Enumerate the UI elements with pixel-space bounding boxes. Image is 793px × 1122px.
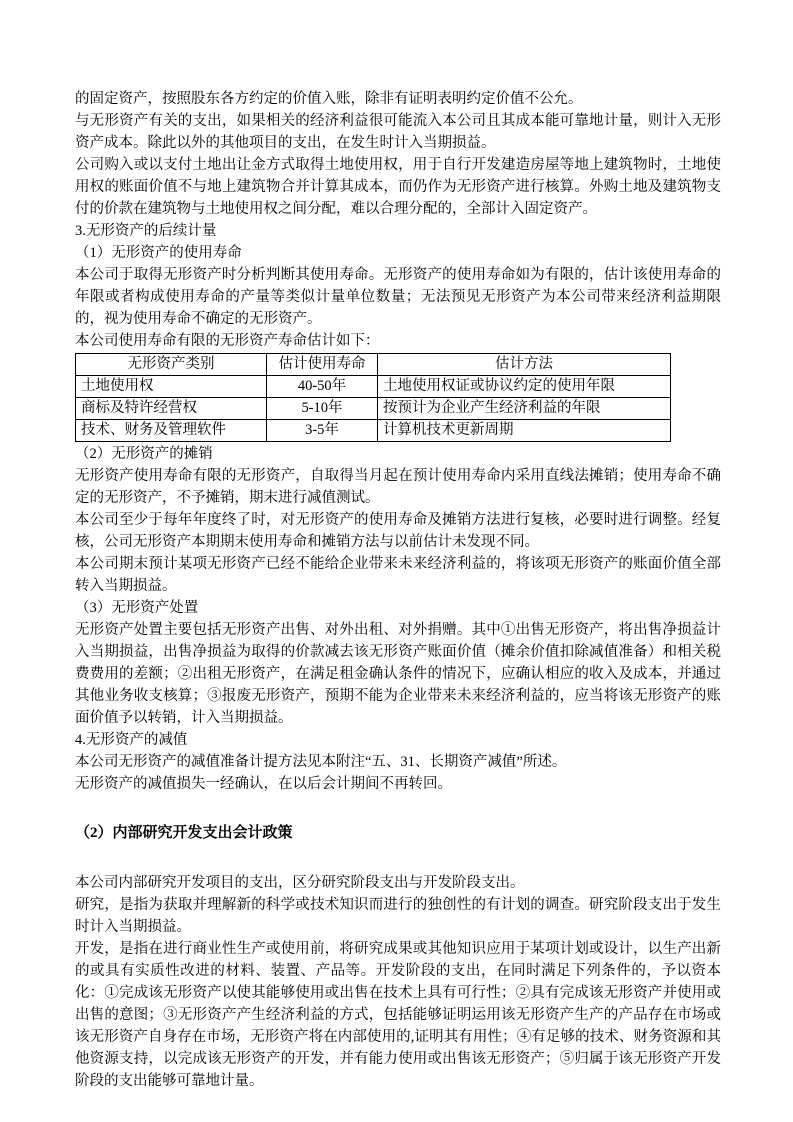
paragraph-writeoff-to-pl: 本公司期末预计某项无形资产已经不能给企业带来未来经济利益的，将该项无形资产的账面价值全部转入当期损益。 (75, 556, 721, 594)
paragraph-development-definition: 开发，是指在进行商业性生产或使用前，将研究成果或其他知识应用于某项计划或设计，以生产出新的或具有实质性改进的材料、装置、产品等。开发阶段的支出，在同时满足下列条件的，予以资本化：①完成该无形资产以使其能够使用或出售在技术上具有可行性；②具有完成该无形资产并使用或出售的意图；③无形资产产生经济利益的方式，包括能够证明运用该无形资产生产的产品存在市场或该无形资产自身存在市场，无形资产将在内部使用的,证明其有用性；④有足够的技术、财务资源和其他资源支持，以完成该无形资产的开发，并有能力使用或出售该无形资产；⑤归属于该无形资产开发阶段的支出能够可靠地计量。 (75, 941, 721, 1089)
section-3-1-title: （1）无形资产的使用寿命 (75, 245, 242, 261)
column-header-useful-life: 估计使用寿命 (267, 354, 378, 376)
table-row-land-use-right (76, 376, 671, 398)
table-cell-useful-life: 3-5年 (267, 420, 378, 442)
rd-policy-heading: （2）内部研究开发支出会计政策 (75, 825, 293, 841)
section-3-2-title: （2）无形资产的摊销 (75, 446, 213, 462)
paragraph-amortization-method: 无形资产使用寿命有限的无形资产，自取得当月起在预计使用寿命内采用直线法摊销；使用寿命不确定的无形资产，不予摊销，期末进行减值测试。 (75, 468, 721, 506)
useful-life-table (75, 353, 671, 442)
paragraph-useful-life-intro: 本公司使用寿命有限的无形资产寿命估计如下： (75, 333, 380, 349)
table-header-row (76, 354, 671, 376)
section-4-title: 4.无形资产的减值 (75, 732, 188, 748)
paragraph-research-definition: 研究，是指为获取并理解新的科学或技术知识而进行的独创性的有计划的调查。研究阶段支出于发生时计入当期损益。 (75, 897, 721, 935)
paragraph-fixed-asset-valuation: 的固定资产，按照股东各方约定的价值入账，除非有证明表明约定价值不公允。 (75, 91, 583, 107)
table-cell-method: 按预计为企业产生经济利益的年限 (378, 398, 671, 420)
section-3-3-title: （3）无形资产处置 (75, 600, 199, 616)
table-cell-useful-life: 5-10年 (267, 398, 378, 420)
paragraph-useful-life-judgement: 本公司于取得无形资产时分析判断其使用寿命。无形资产的使用寿命如为有限的，估计该使用寿命的年限或者构成使用寿命的产量等类似计量单位数量；无法预见无形资产为本公司带来经济利益期限的，视为使用寿命不确定的无形资产。 (75, 267, 721, 327)
table-row-software (76, 420, 671, 442)
table-cell-asset-class: 技术、财务及管理软件 (76, 420, 267, 442)
table-cell-useful-life: 40-50年 (267, 376, 378, 398)
paragraph-impairment-no-reversal: 无形资产的减值损失一经确认，在以后会计期间不再转回。 (75, 776, 452, 792)
column-header-asset-class: 无形资产类别 (76, 354, 267, 376)
paragraph-impairment-reference: 本公司无形资产的减值准备计提方法见本附注“五、31、长期资产减值”所述。 (75, 754, 567, 770)
paragraph-disposal: 无形资产处置主要包括无形资产出售、对外出租、对外捐赠。其中①出售无形资产，将出售净损益计入当期损益，出售净损益为取得的价款减去该无形资产账面价值（摊余价值扣除减值准备）和相关税费费用的差额；②出租无形资产，在满足租金确认条件的情况下，应确认相应的收入及成本，并通过其他业务收支核算；③报废无形资产，预期不能为企业带来未来经济利益的，应当将该无形资产的账面价值予以转销，计入当期损益。 (75, 622, 721, 726)
section-3-title: 3.无形资产的后续计量 (75, 223, 217, 239)
column-header-estimate-method: 估计方法 (378, 354, 671, 376)
paragraph-rd-split: 本公司内部研究开发项目的支出，区分研究阶段支出与开发阶段支出。 (75, 875, 525, 891)
table-cell-method: 计算机技术更新周期 (378, 420, 671, 442)
paragraph-land-use-right: 公司购入或以支付土地出让金方式取得土地使用权，用于自行开发建造房屋等地上建筑物时，土地使用权的账面价值不与地上建筑物合并计算其成本，而仍作为无形资产进行核算。外购土地及建筑物支付的价款在建筑物与土地使用权之间分配，难以合理分配的，全部计入固定资产。 (75, 157, 721, 217)
paragraph-annual-review: 本公司至少于每年年度终了时，对无形资产的使用寿命及摊销方法进行复核，必要时进行调整。经复核，公司无形资产本期期末使用寿命和摊销方法与以前估计未发现不同。 (75, 512, 721, 550)
table-cell-method: 土地使用权证或协议约定的使用年限 (378, 376, 671, 398)
table-cell-asset-class: 土地使用权 (76, 376, 267, 398)
paragraph-intangible-expenditure: 与无形资产有关的支出，如果相关的经济利益很可能流入本公司且其成本能可靠地计量，则计入无形资产成本。除此以外的其他项目的支出，在发生时计入当期损益。 (75, 113, 721, 151)
table-cell-asset-class: 商标及特许经营权 (76, 398, 267, 420)
table-row-trademark-franchise (76, 398, 671, 420)
